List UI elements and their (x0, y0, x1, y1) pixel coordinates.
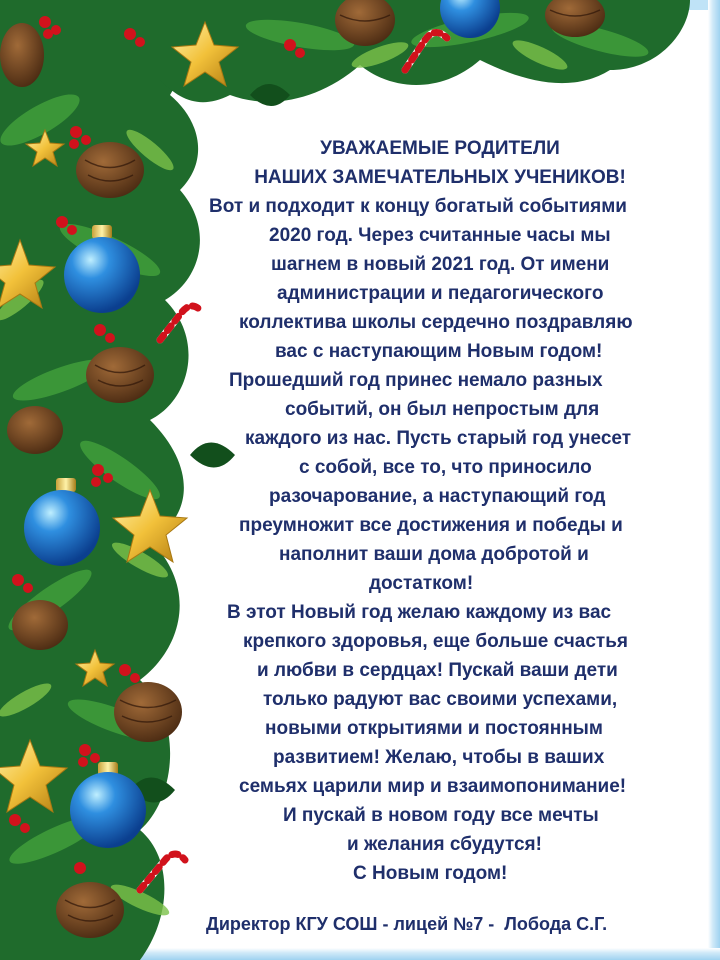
pine-cone (76, 142, 144, 198)
blue-bauble (24, 490, 100, 566)
heading-line-1: УВАЖАЕМЫЕ РОДИТЕЛИ (320, 138, 560, 159)
paragraph-2-line: достатком! (369, 573, 474, 594)
paragraph-3-line: И пускай в новом году все мечты (283, 805, 599, 826)
paragraph-3-line: и любви в сердцах! Пускай ваши дети (257, 660, 618, 681)
paragraph-3-line: семьях царили мир и взаимопонимание! (239, 776, 627, 797)
paragraph-3-line: новыми открытиями и постоянным (265, 718, 603, 739)
bauble-cap (56, 478, 76, 492)
pine-cone (7, 406, 63, 454)
bauble-cap (92, 225, 112, 239)
paragraph-3-line: только радуют вас своими успехами, (263, 689, 618, 710)
pine-cone (0, 23, 44, 87)
paragraph-3-line: развитием! Желаю, чтобы в ваших (273, 747, 605, 768)
paragraph-1-line: 2020 год. Через считанные часы мы (269, 225, 611, 246)
paragraph-3-line: В этот Новый год желаю каждому из вас (227, 602, 612, 623)
paragraph-3-line: крепкого здоровья, еще больше счастья (243, 631, 628, 652)
paragraph-2-line: Прошедший год принес немало разных (229, 370, 603, 391)
pine-cone (12, 600, 68, 650)
paragraph-1-line: вас с наступающим Новым годом! (275, 341, 603, 362)
paragraph-2-line: каждого из нас. Пусть старый год унесет (245, 428, 632, 449)
blue-bauble (64, 237, 140, 313)
paragraph-2-line: с собой, все то, что приносило (299, 457, 592, 478)
heading-line-2: НАШИХ ЗАМЕЧАТЕЛЬНЫХ УЧЕНИКОВ! (254, 167, 626, 188)
blue-bauble (70, 772, 146, 848)
paragraph-2-line: разочарование, а наступающий год (269, 486, 606, 507)
pine-cone (56, 882, 124, 938)
paragraph-2-line: преумножит все достижения и победы и (239, 515, 623, 536)
greeting-letter (205, 134, 675, 888)
paragraph-2-line: событий, он был непростым для (285, 399, 600, 420)
paragraph-1-line: администрации и педагогического (277, 283, 604, 304)
director-signature: Директор КГУ СОШ - лицей №7 - Лобода С.Г. (206, 914, 608, 934)
paragraph-2-line: наполнит ваши дома добротой и (279, 544, 589, 565)
pine-cone (114, 682, 182, 742)
closing-line: С Новым годом! (353, 863, 508, 884)
paragraph-1-line: Вот и подходит к концу богатый событиями (209, 196, 627, 217)
paragraph-1-line: шагнем в новый 2021 год. От имени (271, 254, 610, 275)
paragraph-1-line: коллектива школы сердечно поздравляю (239, 312, 633, 333)
paragraph-3-line: и желания сбудутся! (347, 834, 542, 855)
pine-cone (86, 347, 154, 403)
